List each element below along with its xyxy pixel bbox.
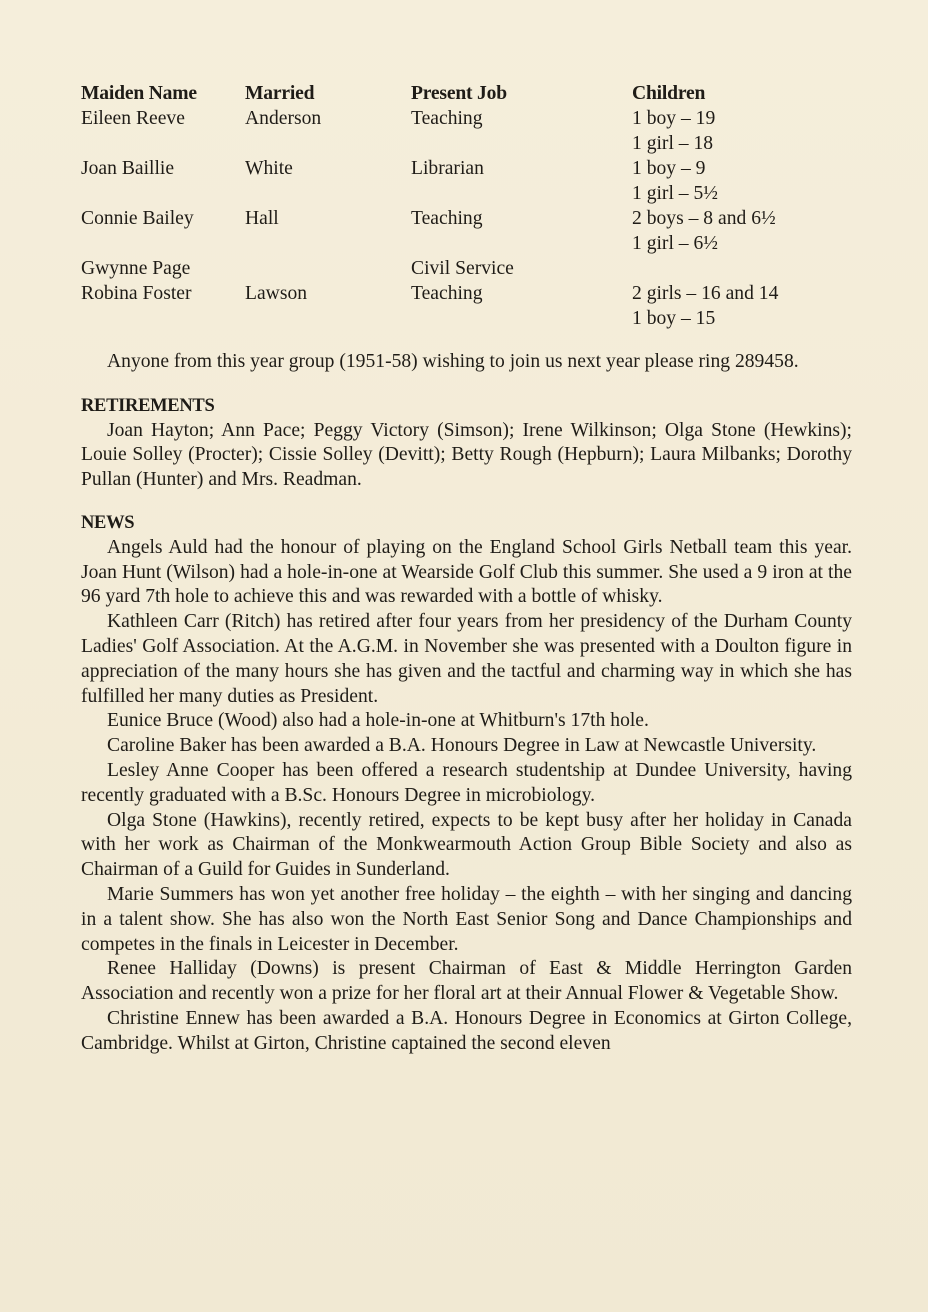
table-header-row [81,82,852,107]
header-maiden-name: Maiden Name [81,83,197,104]
job-cell: Teaching [411,208,483,229]
job-cell: Civil Service [411,258,514,279]
maiden-name-cell: Eileen Reeve [81,108,185,129]
married-name-cell: Anderson [245,108,322,129]
table-row [81,107,852,132]
retirements-heading: RETIREMENTS [81,395,215,416]
news-paragraph: Olga Stone (Hawkins), recently retired, expects to be kept busy after her holiday in Canada with her work as Chairman of the Monkwearmouth Action Group Bible Society and also as Chairman of a Guild for Guides in Sunderland. [81,809,852,881]
table-row [81,157,852,182]
job-cell: Librarian [411,158,484,179]
children-cell: 1 girl – 18 [632,133,714,154]
header-children: Children [632,83,706,104]
job-cell: Teaching [411,283,483,304]
table-row [81,257,852,282]
children-cell: 1 girl – 5½ [632,183,718,204]
maiden-name-cell: Connie Bailey [81,208,194,229]
married-name-cell: Hall [245,208,279,229]
join-notice: Anyone from this year group (1951-58) wishing to join us next year please ring 289458. [107,351,799,372]
page-content [81,82,852,1057]
news-paragraph: Eunice Bruce (Wood) also had a hole-in-one at Whitburn's 17th hole. [107,710,649,732]
children-cell: 1 boy – 9 [632,158,706,179]
maiden-name-cell: Joan Baillie [81,158,175,179]
children-cell: 1 boy – 19 [632,108,716,129]
news-paragraph: Caroline Baker has been awarded a B.A. Honours Degree in Law at Newcastle University. [107,735,817,757]
children-cell: 1 boy – 15 [632,308,716,329]
married-name-cell: White [245,158,293,179]
table-row-continuation [81,182,852,207]
news-paragraph: Angels Auld had the honour of playing on the England School Girls Netball team this year. Joan Hunt (Wilson) had a hole-in-one at Wearside Golf Club this summer. She used a 9 iron at the 96 yard 7th hole to achieve this and was rewarded with a bottle of whisky. [81,536,852,608]
news-heading: NEWS [81,512,135,533]
children-cell: 2 boys – 8 and 6½ [632,208,776,229]
children-cell: 2 girls – 16 and 14 [632,283,779,304]
news-paragraph: Christine Ennew has been awarded a B.A. Honours Degree in Economics at Girton College, Cambridge. Whilst at Girton, Christine captained the second eleven [81,1007,852,1054]
job-cell: Teaching [411,108,483,129]
maiden-name-cell: Robina Foster [81,283,192,304]
table-row [81,282,852,307]
table-row-continuation [81,232,852,257]
retirements-list: Joan Hayton; Ann Pace; Peggy Victory (Simson); Irene Wilkinson; Olga Stone (Hewkins); Louie Solley (Procter); Cissie Solley (Devitt); Betty Rough (Hepburn); Laura Milbanks; Dorothy Pullan (Hunter) and Mrs. Readman. [81,419,852,491]
news-paragraph: Marie Summers has won yet another free holiday – the eighth – with her singing and dancing in a talent show. She has also won the North East Senior Song and Dance Championships and competes in the finals in Leicester in December. [81,883,852,955]
children-table [81,82,852,350]
header-present-job: Present Job [411,83,507,104]
table-row-continuation [81,307,852,332]
table-row-continuation [81,132,852,157]
children-cell: 1 girl – 6½ [632,233,718,254]
news-paragraph: Renee Halliday (Downs) is present Chairman of East & Middle Herrington Garden Association and recently won a prize for her floral art at their Annual Flower & Vegetable Show. [81,958,852,1005]
news-paragraph: Kathleen Carr (Ritch) has retired after four years from her presidency of the Durham County Ladies' Golf Association. At the A.G.M. in November she was presented with a Doulton figure in appreciation of the many hours she has given and the tactful and charming way in which she has fulfilled her many duties as President. [81,611,852,707]
table-row [81,207,852,232]
news-paragraph: Lesley Anne Cooper has been offered a research studentship at Dundee University, having recently graduated with a B.Sc. Honours Degree in microbiology. [81,759,852,806]
married-name-cell: Lawson [245,283,308,304]
header-married: Married [245,83,315,104]
maiden-name-cell: Gwynne Page [81,258,191,279]
